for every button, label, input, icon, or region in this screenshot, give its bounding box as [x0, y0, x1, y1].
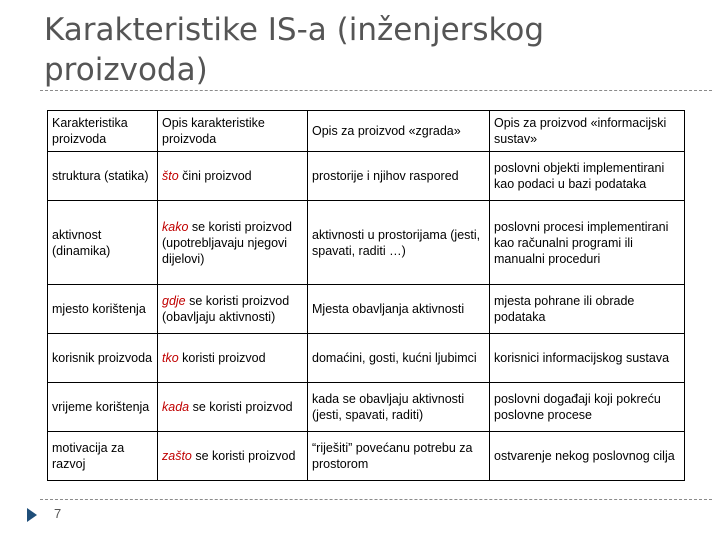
cell-keyword: kada: [162, 400, 190, 414]
cell-building: “riješiti” povećanu potrebu za prostorom: [308, 432, 490, 481]
cell-building: aktivnosti u prostorijama (jesti, spavati, raditi …): [308, 201, 490, 285]
cell-building: Mjesta obavljanja aktivnosti: [308, 285, 490, 334]
header-characteristic: Karakteristika proizvoda: [48, 111, 158, 152]
cell-building: kada se obavljaju aktivnosti (jesti, spavati, raditi): [308, 383, 490, 432]
cell-information-system: poslovni objekti implementirani kao podaci u bazi podataka: [490, 152, 685, 201]
cell-keyword: tko: [162, 351, 179, 365]
cell-keyword: kako: [162, 219, 189, 234]
table-row: [48, 432, 685, 481]
cell-description: [158, 383, 308, 432]
cell-information-system: mjesta pohrane ili obrade podataka: [490, 285, 685, 334]
page-number: 7: [54, 506, 62, 521]
cell-characteristic: struktura (statika): [48, 152, 158, 201]
cell-description-text: se koristi proizvod (upotrebljavaju njegovi dijelovi): [162, 219, 292, 266]
cell-keyword: što: [162, 169, 179, 183]
header-information-system: Opis za proizvod «informacijski sustav»: [490, 111, 685, 152]
cell-building: domaćini, gosti, kućni ljubimci: [308, 334, 490, 383]
cell-keyword: gdje: [162, 294, 186, 308]
table-row: [48, 334, 685, 383]
table-row: [48, 201, 685, 285]
cell-description: [158, 285, 308, 334]
cell-information-system: korisnici informacijskog sustava: [490, 334, 685, 383]
cell-description-text: se koristi proizvod: [191, 449, 296, 463]
cell-characteristic: aktivnost (dinamika): [48, 201, 158, 285]
cell-characteristic: korisnik proizvoda: [48, 334, 158, 383]
cell-characteristic: vrijeme korištenja: [48, 383, 158, 432]
cell-description-text: čini proizvod: [178, 169, 252, 183]
cell-description-text: se koristi proizvod: [189, 400, 293, 414]
cell-description: [158, 334, 308, 383]
cell-description: [158, 152, 308, 201]
cell-information-system: poslovni procesi implementirani kao računalni programi ili manualni proceduri: [490, 201, 685, 285]
cell-keyword: zašto: [162, 449, 192, 463]
header-building: Opis za proizvod «zgrada»: [308, 111, 490, 152]
cell-building: prostorije i njihov raspored: [308, 152, 490, 201]
footer-divider: [40, 499, 712, 500]
cell-description: [158, 201, 308, 285]
table-row: [48, 383, 685, 432]
cell-description: [158, 432, 308, 481]
cell-characteristic: motivacija za razvoj: [48, 432, 158, 481]
header-description: Opis karakteristike proizvoda: [158, 111, 308, 152]
cell-characteristic: mjesto korištenja: [48, 285, 158, 334]
table-row: [48, 285, 685, 334]
characteristics-table: [47, 110, 685, 481]
table-row: [48, 152, 685, 201]
cell-information-system: poslovni događaji koji pokreću poslovne procese: [490, 383, 685, 432]
cell-description-text: koristi proizvod: [178, 351, 266, 365]
triangle-bullet-icon: [27, 508, 37, 522]
title-divider: [40, 90, 712, 91]
slide-title: Karakteristike IS-a (inženjerskog proizvoda): [44, 12, 545, 88]
table-header-row: [48, 111, 685, 152]
cell-information-system: ostvarenje nekog poslovnog cilja: [490, 432, 685, 481]
cell-description-text: se koristi proizvod (obavljaju aktivnosti): [162, 294, 290, 324]
